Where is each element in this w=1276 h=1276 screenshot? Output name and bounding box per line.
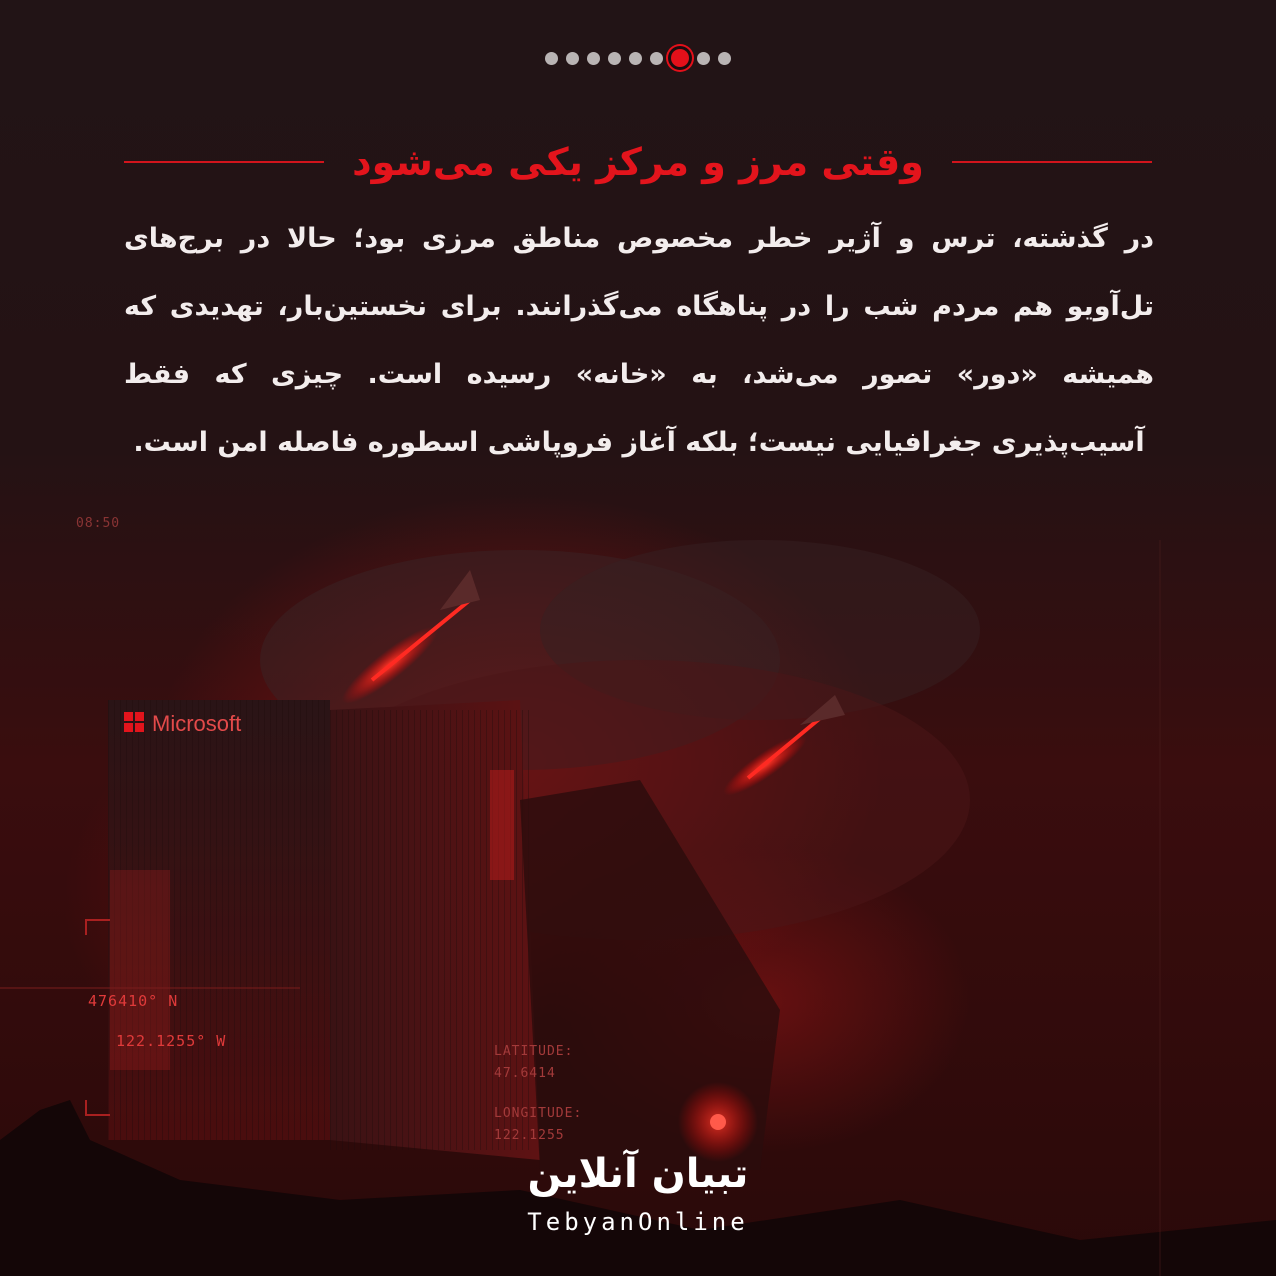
body-paragraph: در گذشته، ترس و آژیر خطر مخصوص مناطق مرزی بود؛ حالا در برج‌های تل‌آویو هم مردم شب را در پناهگاه می‌گذرانند. برای نخستین‌بار، تهدیدی که همیشه «دور» تصور می‌شد، به «خانه» رسیده است. چیزی که فقط آسیب‌پذیری جغرافیایی نیست؛ بلکه آغاز فروپاشی اسطوره فاصله امن است. (124, 223, 1154, 458)
tebyan-logo (0, 1150, 1276, 1236)
pager-dot[interactable] (718, 52, 731, 65)
hud-latitude-value: 47.6414 (494, 1066, 556, 1081)
pager-dot[interactable] (629, 52, 642, 65)
slide-title: وقتی مرز و مرکز یکی می‌شود (352, 140, 924, 184)
pager-dot[interactable] (650, 52, 663, 65)
title-rule-left (124, 161, 324, 163)
hud-time: 08:50 (76, 516, 121, 531)
hud-coord-north: 476410° N (88, 992, 179, 1010)
title-row (124, 132, 1152, 192)
building-sign: Microsoft (152, 711, 242, 736)
pager-dot[interactable] (697, 52, 710, 65)
pager-dot[interactable] (566, 52, 579, 65)
pager-dot-active[interactable] (671, 49, 689, 67)
hud-longitude-value: 122.1255 (494, 1128, 565, 1143)
brand-name-fa: تبیان آنلاین (527, 1151, 749, 1197)
hud-longitude-label: LONGITUDE: (494, 1106, 583, 1121)
slide-pager (0, 48, 1276, 68)
pager-dot[interactable] (545, 52, 558, 65)
hud-coord-west: 122.1255° W (116, 1032, 227, 1050)
hud-latitude-label: LATITUDE: (494, 1044, 574, 1059)
pager-dot[interactable] (608, 52, 621, 65)
pager-dot[interactable] (587, 52, 600, 65)
brand-name-en: TebyanOnline (527, 1208, 749, 1236)
title-rule-right (952, 161, 1152, 163)
